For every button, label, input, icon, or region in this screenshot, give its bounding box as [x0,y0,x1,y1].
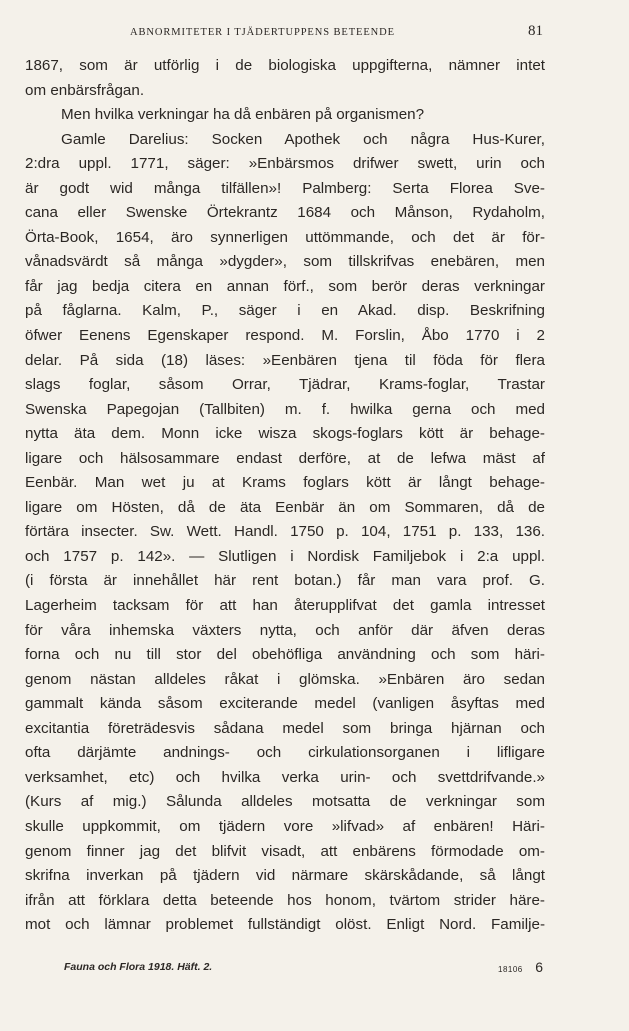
signature-number: 6 [535,959,543,975]
body-text [25,54,545,938]
text-line: om enbärsfrågan. [25,81,145,99]
page-number: 81 [528,23,543,39]
text-line: ligare och hälsosammare endast derföre, at de lefwa mäst af [25,449,545,467]
text-line: ofta därjämte andnings- och cirkulationsorganen i lifligare [25,744,545,762]
text-line: skrifna inverkan på tjädern vid närmare skärskådande, så långt [25,867,545,885]
running-title: ABNORMITETER I TJÄDERTUPPENS BETEENDE [130,27,395,38]
text-line: mot och lämnar problemet fullständigt olöst. Enligt Nord. Familje- [25,916,545,934]
text-line: nytta äta dem. Monn icke wisza skogs-foglars kött är behage- [25,425,545,443]
page-footer [64,959,543,979]
text-line: och 1757 p. 142». — Slutligen i Nordisk Familjebok i 2:a uppl. [25,547,545,565]
text-line: vånadsvärdt så många »dygder», som tillskrifvas enebären, men [25,253,545,271]
page-header [0,22,629,44]
text-line: forna och nu till stor del obehöfliga användning och som häri- [25,646,545,664]
text-line: Lagerheim tacksam för att han återupplifvat det gamla intresset [25,597,545,615]
text-line: (Kurs af mig.) Sålunda alldeles motsatta de verkningar som [25,793,545,811]
text-line: gammalt kända såsom exciterande medel (vanligen åsyftas med [25,695,545,713]
text-line: Gamle Darelius: Socken Apothek och några Hus-Kurer, [61,130,545,148]
text-line: cana eller Swenske Örtekrantz 1684 och Månson, Rydaholm, [25,204,545,222]
text-line: slags foglar, såsom Orrar, Tjädrar, Krams-foglar, Trastar [25,376,545,394]
text-line: genom finner jag det blifvit visadt, att enbärens förmodade om- [25,842,545,860]
text-line: 2:dra uppl. 1771, säger: »Enbärsmos drifwer swett, urin och [25,155,545,173]
text-line: ligare om Hösten, då de äta Eenbär än om Sommaren, då de [25,498,545,516]
text-line: ifrån att förklara detta beteende hos honom, tvärtom strider häre- [25,891,545,909]
text-line: excitantia företrädesvis sådana medel som bringa hjärnan och [25,719,545,737]
text-line: förtära insecter. Sw. Wett. Handl. 1750 p. 104, 1751 p. 133, 136. [25,523,545,541]
text-line: 1867, som är utförlig i de biologiska uppgifterna, nämner intet [25,57,545,74]
journal-citation: Fauna och Flora 1918. Häft. 2. [64,961,213,973]
signature-code: 18106 [498,965,523,974]
text-line: genom nästan alldeles råkat i glömska. »Enbären äro sedan [25,670,545,688]
text-line: Men hvilka verkningar ha då enbären på organismen? [61,106,425,124]
text-line: delar. På sida (18) läses: »Eenbären tjena til föda för flera [25,351,545,369]
text-line: får jag bedja citera en annan förf., som berör deras verkningar [25,277,545,295]
text-line: verksamhet, etc) och hvilka verka urin- och svettdrifvande.» [25,768,545,786]
printer-signature [498,959,543,977]
text-line: är godt wid många tilfällen»! Palmberg: Serta Florea Sve- [25,179,545,197]
text-line: öfwer Eenens Egenskaper respond. M. Forslin, Åbo 1770 i 2 [25,327,545,345]
text-line: för våra inhemska växters nytta, och anför där äfven deras [25,621,545,639]
text-line: Swenska Papegojan (Tallbiten) m. f. hwilka gerna och med [25,400,545,418]
text-line: Örta-Book, 1654, äro synnerligen uttömmande, och det är för- [25,228,545,246]
text-line: Eenbär. Man wet ju at Krams foglars kött är långt behage- [25,474,545,492]
text-line: skulle uppkommit, om tjädern vore »lifvad» af enbären! Häri- [25,817,545,835]
text-line: (i första är innehållet här rent botan.) får man vara prof. G. [25,572,545,590]
text-line: på fåglarna. Kalm, P., säger i en Akad. disp. Beskrifning [25,302,545,320]
